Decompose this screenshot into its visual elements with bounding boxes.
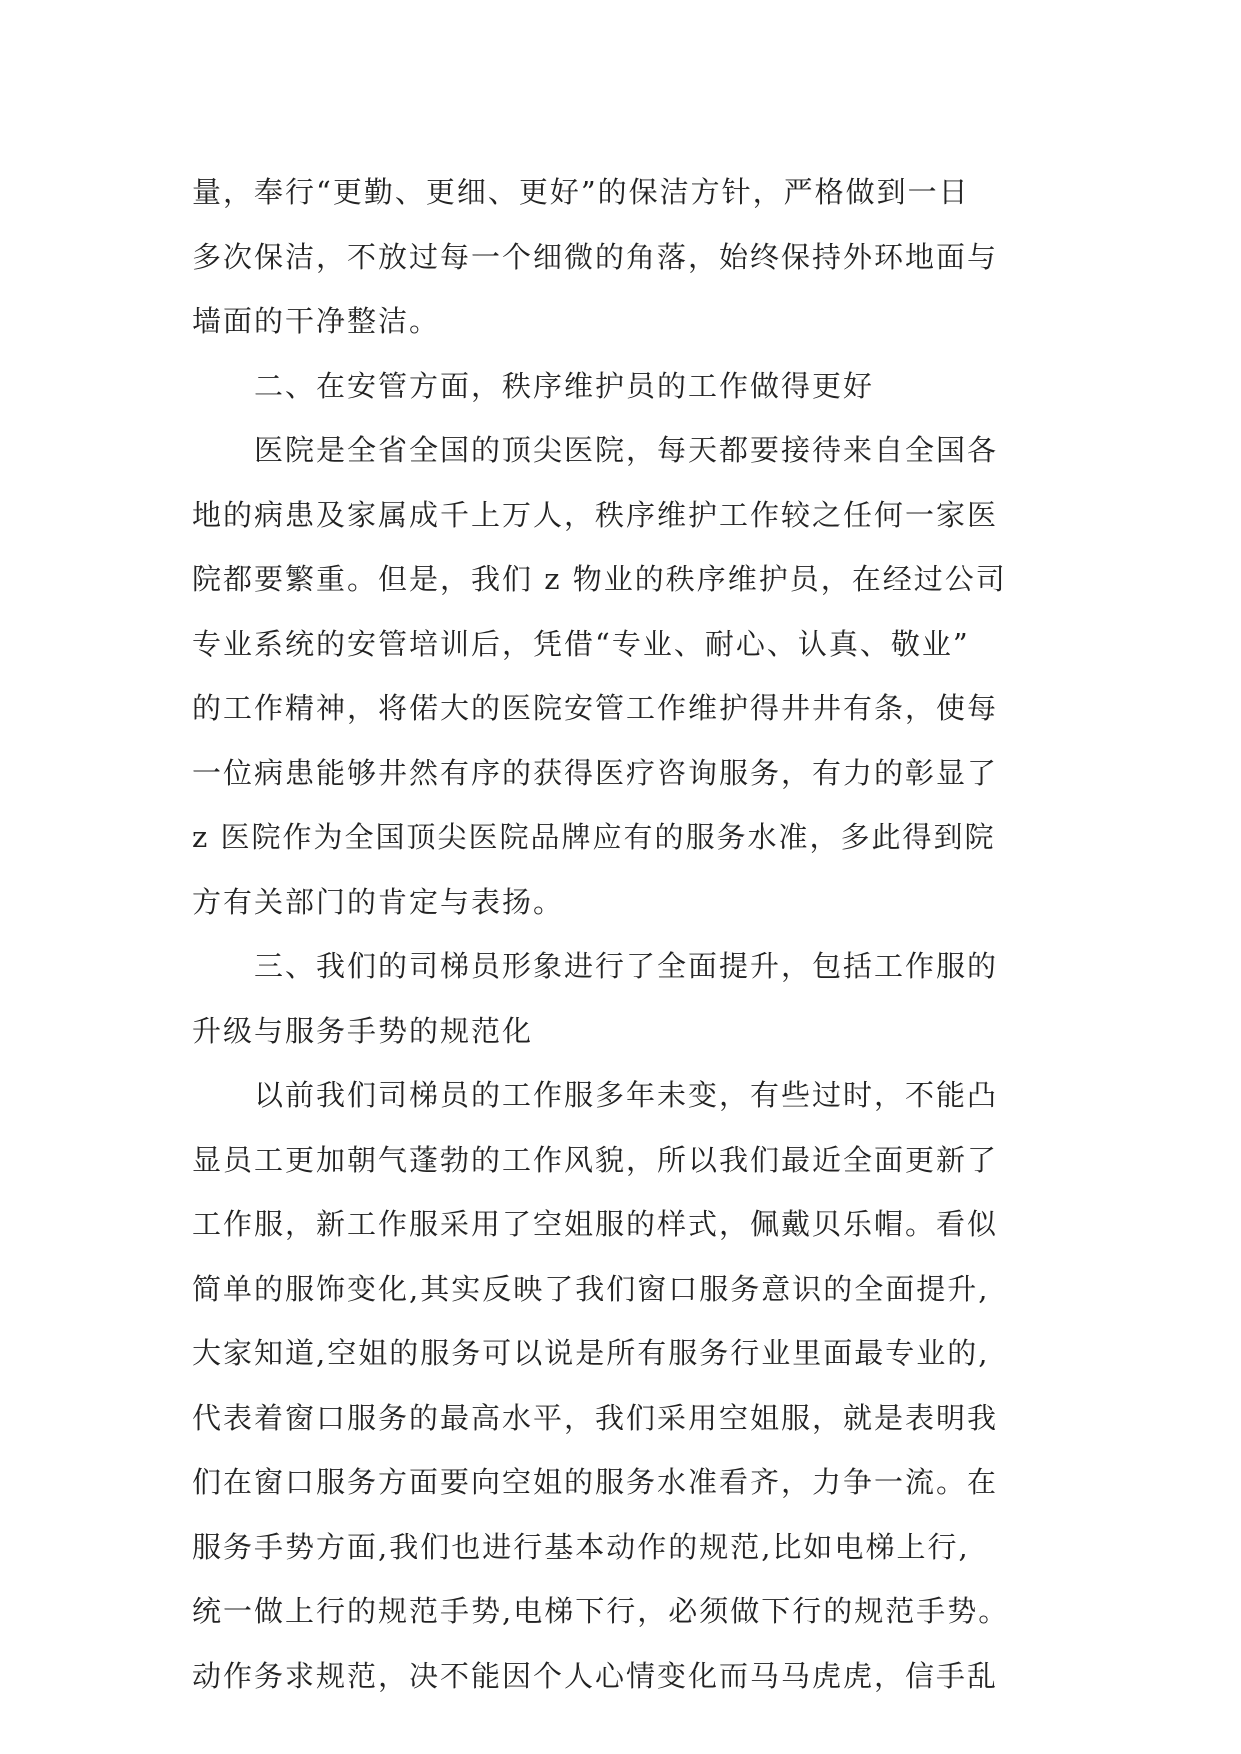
text-line-6: 地的病患及家属成千上万人，秩序维护工作较之任何一家医 <box>192 497 999 532</box>
text-line-24: 动作务求规范，决不能因个人心情变化而马马虎虎，信手乱 <box>192 1658 999 1693</box>
text-line-5: 医院是全省全国的顶尖医院，每天都要接待来自全国各 <box>254 433 999 467</box>
text-line-23: 统一做上行的规范手势,电梯下行，必须做下行的规范手势。 <box>192 1594 1010 1628</box>
text-line-10: 一位病患能够井然有序的获得医疗咨询服务，有力的彰显了 <box>192 755 999 790</box>
text-line-20: 代表着窗口服务的最高水平，我们采用空姐服，就是表明我 <box>192 1400 999 1435</box>
text-line-21: 们在窗口服务方面要向空姐的服务水准看齐，力争一流。在 <box>192 1465 999 1499</box>
section-heading-3-cont: 升级与服务手势的规范化 <box>192 1013 534 1048</box>
text-line-15: 以前我们司梯员的工作服多年未变，有些过时，不能凸 <box>254 1078 999 1112</box>
text-line-18: 简单的服饰变化,其实反映了我们窗口服务意识的全面提升, <box>192 1271 990 1306</box>
text-line-16: 显员工更加朝气蓬勃的工作风貌，所以我们最近全面更新了 <box>192 1142 999 1177</box>
section-heading-3: 三、我们的司梯员形象进行了全面提升，包括工作服的 <box>254 949 999 983</box>
text-line-12: 方有关部门的肯定与表扬。 <box>192 884 565 919</box>
text-line-22: 服务手势方面,我们也进行基本动作的规范,比如电梯上行, <box>192 1529 970 1564</box>
document-body <box>192 160 1052 1708</box>
text-line-11: z 医院作为全国顶尖医院品牌应有的服务水准，多此得到院 <box>192 820 996 854</box>
text-line-9: 的工作精神，将偌大的医院安管工作维护得井井有条，使每 <box>192 691 999 725</box>
text-line-7: 院都要繁重。但是，我们 z 物业的秩序维护员，在经过公司 <box>192 562 1007 596</box>
text-line-3: 墙面的干净整洁。 <box>192 304 441 338</box>
text-line-8: 专业系统的安管培训后，凭借“专业、耐心、认真、敬业” <box>192 626 970 661</box>
section-heading-2: 二、在安管方面，秩序维护员的工作做得更好 <box>254 368 875 403</box>
text-line-2: 多次保洁，不放过每一个细微的角落，始终保持外环地面与 <box>192 239 999 274</box>
text-line-17: 工作服，新工作服采用了空姐服的样式，佩戴贝乐帽。看似 <box>192 1207 999 1241</box>
text-line-19: 大家知道,空姐的服务可以说是所有服务行业里面最专业的, <box>192 1336 990 1370</box>
text-line-1: 量，奉行“更勤、更细、更好”的保洁方针，严格做到一日 <box>192 175 970 209</box>
